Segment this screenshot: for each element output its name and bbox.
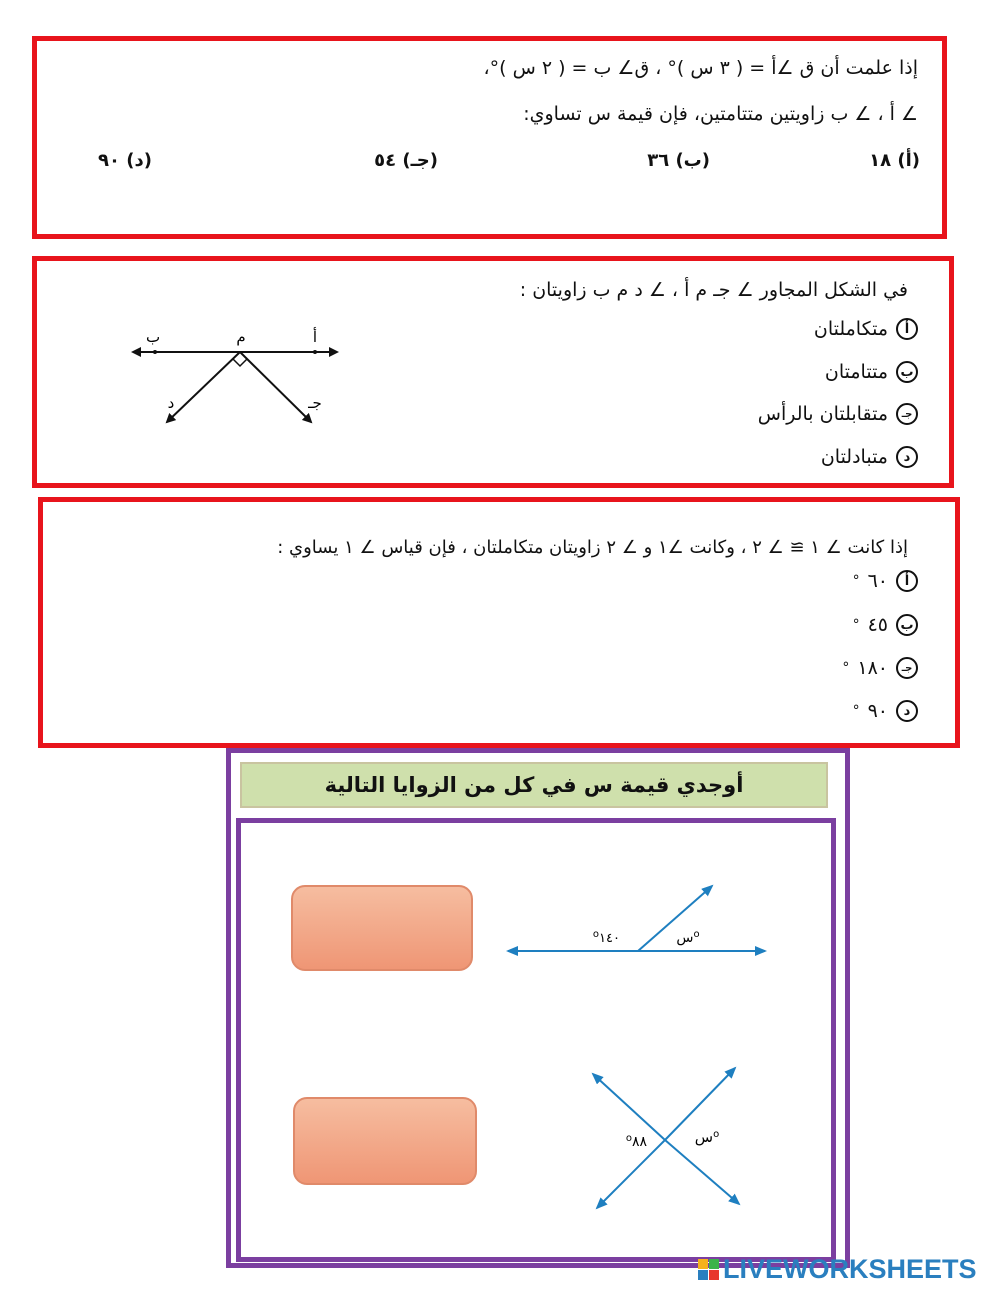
fig2-line-1a [593,1074,665,1140]
section-title: أوجدي قيمة س في كل من الزوايا التالية [240,762,828,808]
q2-option-c[interactable] [758,403,918,425]
figure-1-supplementary-angle [500,878,775,968]
q2-option-a-text: متكاملتان [813,318,888,340]
q3-option-a-marker: أ [896,570,918,592]
q1-option-b[interactable]: (ب) ٣٦ [647,150,710,171]
q1-line-1: إذا علمت أن ق ∠أ = ( ٣ س )° ، ق∠ ب = ( ٢ س )°، [483,57,918,79]
q3-option-c-marker: جـ [896,657,918,679]
q2-option-c-text: متقابلتان بالرأس [757,403,888,425]
q3-option-b-value: ٤٥ [867,614,888,636]
q2-label-m: م [236,328,246,346]
q2-angle-figure [125,320,355,440]
q2-right-angle-mark [233,359,247,366]
q2-ray-j [240,352,311,422]
fig2-unknown-angle: س$^o$ [694,1128,720,1146]
q3-option-a[interactable] [853,570,918,592]
answer-box-2[interactable] [293,1097,477,1185]
fig2-line-1b [665,1140,739,1204]
q3-option-c[interactable] [842,657,918,679]
q2-tick-left [153,350,157,354]
degree-icon: ° [852,573,860,589]
q2-tick-right [313,350,317,354]
q2-option-d-text: متبادلتان [820,446,888,468]
liveworksheets-logo [698,1254,977,1285]
fig1-unknown-angle: س$^o$ [676,929,700,946]
q2-label-d: د [167,394,175,412]
q2-option-b-text: متتامتان [824,361,888,383]
q2-option-d[interactable] [821,446,918,468]
q2-label-b: ب [145,328,161,346]
degree-icon: ° [842,660,850,676]
q2-prompt: في الشكل المجاور ∠ جـ م أ ، ∠ د م ب زاويتان : [519,279,908,301]
logo-tiles-icon [698,1259,719,1280]
q1-line-2: ∠ أ ، ∠ ب زاويتين متتامتين، فإن قيمة س تساوي: [523,103,918,125]
q2-ray-d [167,352,240,422]
q2-option-a[interactable] [814,318,918,340]
q2-option-b-marker: ب [896,361,918,383]
q3-option-d-marker: د [896,700,918,722]
q2-option-c-marker: جـ [896,403,918,425]
q3-option-b-marker: ب [896,614,918,636]
q3-option-a-value: ٦٠ [867,570,888,592]
figure-2-vertical-angles [585,1062,745,1214]
degree-icon: ° [852,617,860,633]
logo-text: LIVEWORKSHEETS [723,1254,977,1284]
answer-box-1[interactable] [291,885,473,971]
q3-option-c-value: ١٨٠ [857,657,888,679]
q2-label-a: أ [312,328,318,346]
q1-option-a[interactable]: (أ) ١٨ [869,150,920,171]
degree-icon: ° [852,703,860,719]
fig2-known-angle: $^o$٨٨ [625,1133,647,1150]
q3-option-b[interactable] [853,614,918,636]
q2-option-b[interactable] [825,361,918,383]
q3-prompt: إذا كانت ∠ ١ ≅ ∠ ٢ ، وكانت ∠١ و ∠ ٢ زاويتان متكاملتان ، فإن قياس ∠ ١ يساوي : [277,537,908,558]
q2-option-a-marker: أ [896,318,918,340]
q1-option-d[interactable]: (د) ٩٠ [98,150,152,171]
question-3-box [38,497,960,748]
q2-option-d-marker: د [896,446,918,468]
q1-option-c[interactable]: (جـ) ٥٤ [374,150,438,171]
q3-option-d[interactable] [853,700,918,722]
fig1-ray [638,886,712,951]
q3-option-d-value: ٩٠ [867,700,888,722]
q2-label-j: جـ [308,394,322,412]
fig2-line-2b [597,1140,665,1208]
fig1-known-angle: $^o$١٤٠ [592,929,620,946]
